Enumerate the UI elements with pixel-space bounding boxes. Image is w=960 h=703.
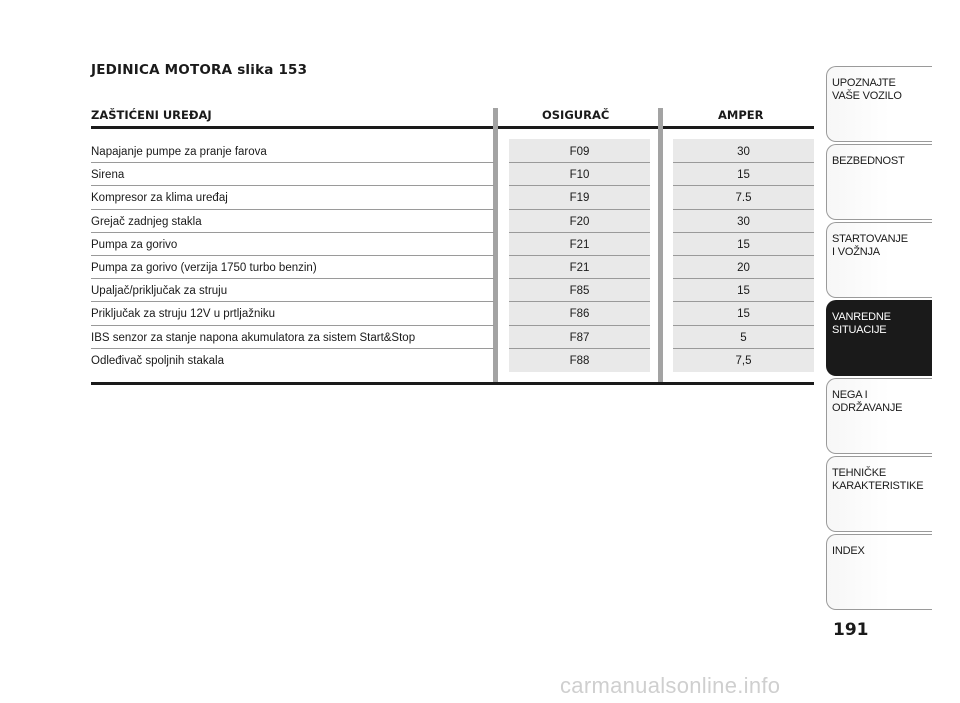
row-device: IBS senzor za stanje napona akumulatora za sistem Start&Stop xyxy=(91,326,494,349)
row-device: Pumpa za gorivo xyxy=(91,233,494,256)
nav-tab[interactable] xyxy=(826,222,932,298)
table-row xyxy=(91,140,814,163)
row-fuse: F87 xyxy=(509,326,650,349)
table-row xyxy=(91,302,814,325)
table-row xyxy=(91,163,814,186)
row-amp: 15 xyxy=(673,163,814,186)
row-amp: 20 xyxy=(673,256,814,279)
row-device: Upaljač/priključak za struju xyxy=(91,279,494,302)
row-amp: 15 xyxy=(673,302,814,325)
nav-tab-label: BEZBEDNOST xyxy=(832,155,905,167)
column-header-device: ZAŠTIĆENI UREĐAJ xyxy=(91,108,212,122)
nav-tab-label: INDEX xyxy=(832,545,865,557)
nav-tab-label: SITUACIJE xyxy=(832,324,887,336)
row-fuse: F85 xyxy=(509,279,650,302)
nav-tab[interactable] xyxy=(826,378,932,454)
table-top-rule xyxy=(91,126,814,129)
nav-tab[interactable] xyxy=(826,456,932,532)
row-fuse: F10 xyxy=(509,163,650,186)
nav-tab[interactable] xyxy=(826,300,932,376)
nav-tab-label: I VOŽNJA xyxy=(832,246,880,258)
nav-tab-label: UPOZNAJTE xyxy=(832,77,896,89)
row-fuse: F88 xyxy=(569,354,590,367)
row-fuse: F21 xyxy=(509,233,650,256)
table-row xyxy=(91,233,814,256)
row-fuse: F19 xyxy=(509,186,650,209)
nav-tab-label: TEHNIČKE xyxy=(832,467,887,479)
table-row xyxy=(91,210,814,233)
nav-tab-label: KARAKTERISTIKE xyxy=(832,480,924,492)
nav-tab-label: NEGA I xyxy=(832,389,868,401)
table-row xyxy=(91,326,814,349)
watermark: carmanualsonline.info xyxy=(560,673,781,698)
nav-tab[interactable] xyxy=(826,66,932,142)
row-device: Napajanje pumpe za pranje farova xyxy=(91,140,494,163)
row-device: Grejač zadnjeg stakla xyxy=(91,210,494,233)
table-row xyxy=(91,349,814,372)
row-device: Kompresor za klima uređaj xyxy=(91,186,494,209)
column-header-fuse: OSIGURAČ xyxy=(542,108,610,122)
fuse-table xyxy=(91,140,814,372)
column-header-amp: AMPER xyxy=(718,108,764,122)
row-device: Pumpa za gorivo (verzija 1750 turbo benzin) xyxy=(91,256,494,279)
row-amp: 5 xyxy=(673,326,814,349)
row-device: Priključak za struju 12V u prtljažniku xyxy=(91,302,494,325)
row-fuse: F21 xyxy=(509,256,650,279)
row-amp: 30 xyxy=(673,140,814,163)
row-device: Sirena xyxy=(91,163,494,186)
row-device: Odleđivač spoljnih stakala xyxy=(91,354,224,367)
row-amp: 7.5 xyxy=(673,186,814,209)
page-number: 191 xyxy=(833,620,869,640)
nav-tab[interactable] xyxy=(826,144,932,220)
nav-tab-label: STARTOVANJE xyxy=(832,233,908,245)
section-title: JEDINICA MOTORA slika 153 xyxy=(91,62,308,78)
table-bottom-rule xyxy=(91,382,814,385)
table-row xyxy=(91,256,814,279)
row-fuse: F86 xyxy=(509,302,650,325)
row-fuse: F20 xyxy=(509,210,650,233)
nav-tab-label: ODRŽAVANJE xyxy=(832,402,903,414)
nav-tab[interactable] xyxy=(826,534,932,610)
row-amp: 30 xyxy=(673,210,814,233)
nav-tab-label: VAŠE VOZILO xyxy=(832,90,902,102)
row-amp: 7,5 xyxy=(735,354,752,367)
row-fuse: F09 xyxy=(509,140,650,163)
table-row xyxy=(91,186,814,209)
row-amp: 15 xyxy=(673,233,814,256)
table-row xyxy=(91,279,814,302)
nav-tab-label: VANREDNE xyxy=(832,311,891,323)
row-amp: 15 xyxy=(673,279,814,302)
